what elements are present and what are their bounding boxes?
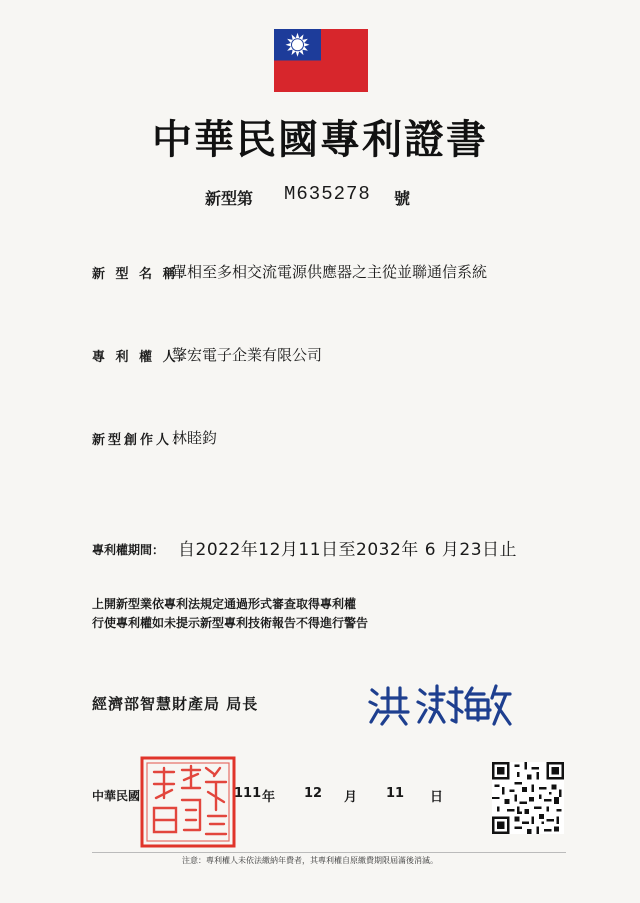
issue-year: 111 — [234, 786, 262, 801]
notice-line-2: 行使專利權如未提示新型專利技術報告不得進行警告 — [92, 616, 369, 630]
official-seal-icon — [140, 756, 236, 848]
patent-number-suffix: 號 — [394, 189, 411, 208]
certificate-title: 中華民國專利證書 — [152, 116, 488, 163]
issue-month-unit: 月 — [344, 790, 358, 805]
creator-label: 新型創作人： — [92, 433, 189, 448]
footer-note: 注意：專利權人未依法繳納年費者，其專利權自原繳費期限屆滿後消滅。 — [182, 856, 438, 865]
utility-model-name-value: 單相至多相交流電源供應器之主從並聯通信系統 — [172, 263, 488, 281]
patent-number: M635278 — [284, 183, 371, 205]
issue-day-unit: 日 — [430, 790, 444, 805]
director-signature — [366, 680, 516, 730]
issue-month: 12 — [304, 786, 323, 801]
patentee-value: 擎宏電子企業有限公司 — [172, 346, 323, 364]
patent-term-value: 自2022年12月11日至2032年 6 月23日止 — [178, 540, 518, 560]
patent-term-label: 專利權期間： — [92, 543, 165, 557]
utility-model-name-label: 新 型 名 稱： — [92, 267, 195, 282]
qr-code-icon — [492, 762, 564, 834]
roc-flag-icon — [274, 29, 368, 92]
patentee-label: 專 利 權 人： — [92, 350, 195, 365]
notice-line-1: 上開新型業依專利法規定通過形式審查取得專利權 — [92, 597, 357, 611]
issuing-authority: 經濟部智慧財產局 局長 — [92, 695, 259, 713]
creator-value: 林睦鈞 — [172, 429, 218, 447]
footer-divider — [92, 852, 566, 853]
issue-day: 11 — [386, 786, 405, 801]
issue-date-prefix: 中華民國 — [92, 789, 141, 803]
issue-year-unit: 年 — [262, 790, 276, 805]
patent-number-label: 新型第 — [205, 189, 254, 208]
